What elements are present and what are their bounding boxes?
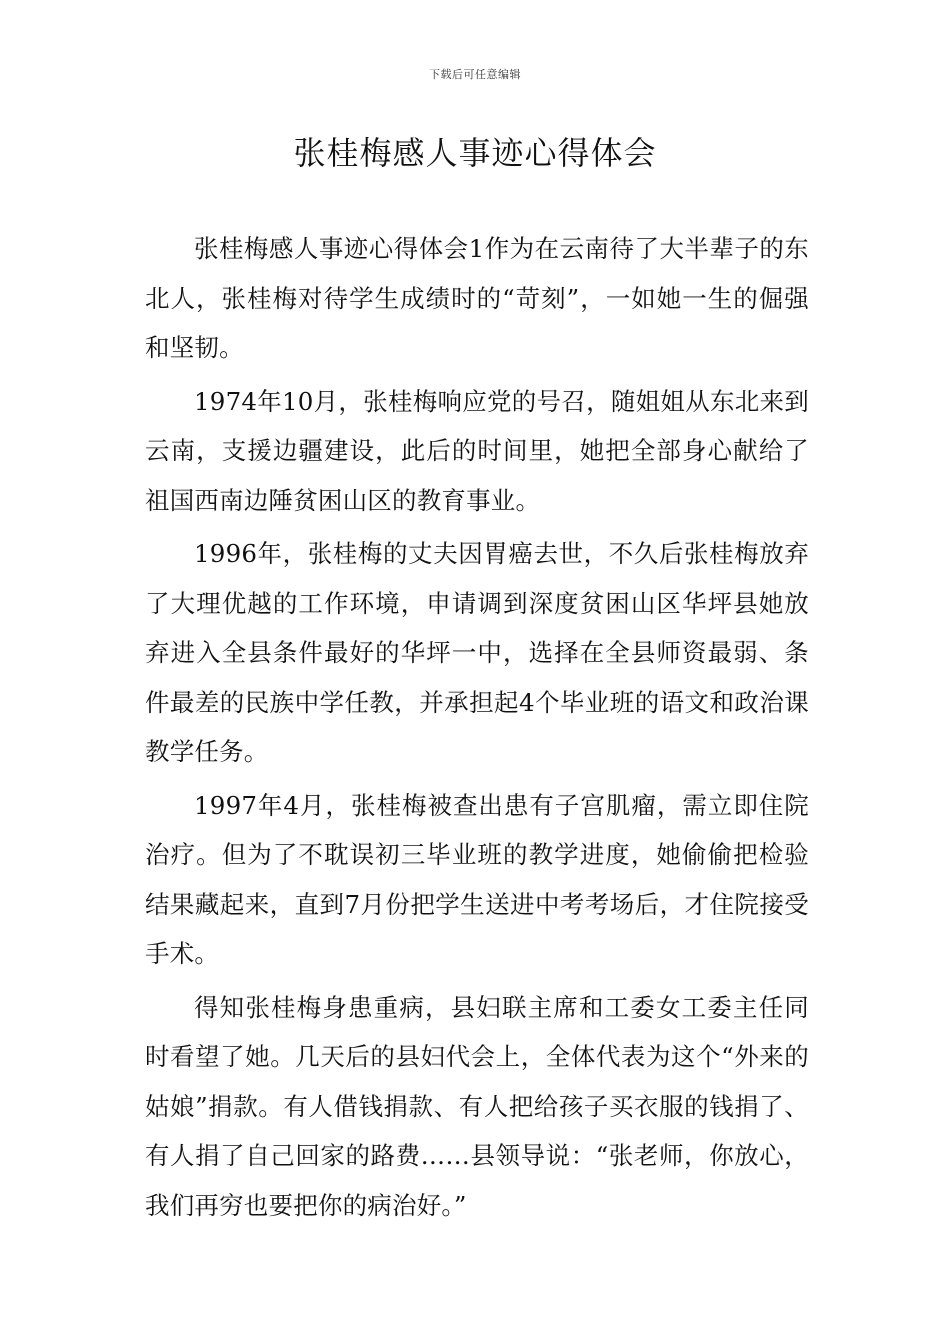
page-header-note: 下载后可任意编辑 <box>429 68 521 81</box>
paragraph: 张桂梅感人事迹心得体会1作为在云南待了大半辈子的东北人，张桂梅对待学生成绩时的“苛刻”，一如她一生的倔强和坚韧。 <box>145 234 809 362</box>
paragraph: 1997年4月，张桂梅被查出患有子宫肌瘤，需立即住院治疗。但为了不耽误初三毕业班的教学进度，她偷偷把检验结果藏起来，直到7月份把学生送进中考考场后，才住院接受手术。 <box>145 790 809 968</box>
paragraph: 1974年10月，张桂梅响应党的号召，随姐姐从东北来到云南，支援边疆建设，此后的时间里，她把全部身心献给了祖国西南边陲贫困山区的教育事业。 <box>145 386 809 515</box>
document-body <box>145 224 809 1234</box>
paragraph: 1996年，张桂梅的丈夫因胃癌去世，不久后张桂梅放弃了大理优越的工作环境，申请调到深度贫困山区华坪县她放弃进入全县条件最好的华坪一中，选择在全县师资最弱、条件最差的民族中学任教，并承担起4个毕业班的语文和政治课教学任务。 <box>145 539 809 766</box>
paragraph: 得知张桂梅身患重病，县妇联主席和工委女工委主任同时看望了她。几天后的县妇代会上，全体代表为这个“外来的姑娘”捐款。有人借钱捐款、有人把给孩子买衣服的钱捐了、有人捐了自己回家的路费……县领导说：“张老师，你放心，我们再穷也要把你的病治好。” <box>145 992 809 1220</box>
document-title: 张桂梅感人事迹心得体会 <box>293 134 657 172</box>
